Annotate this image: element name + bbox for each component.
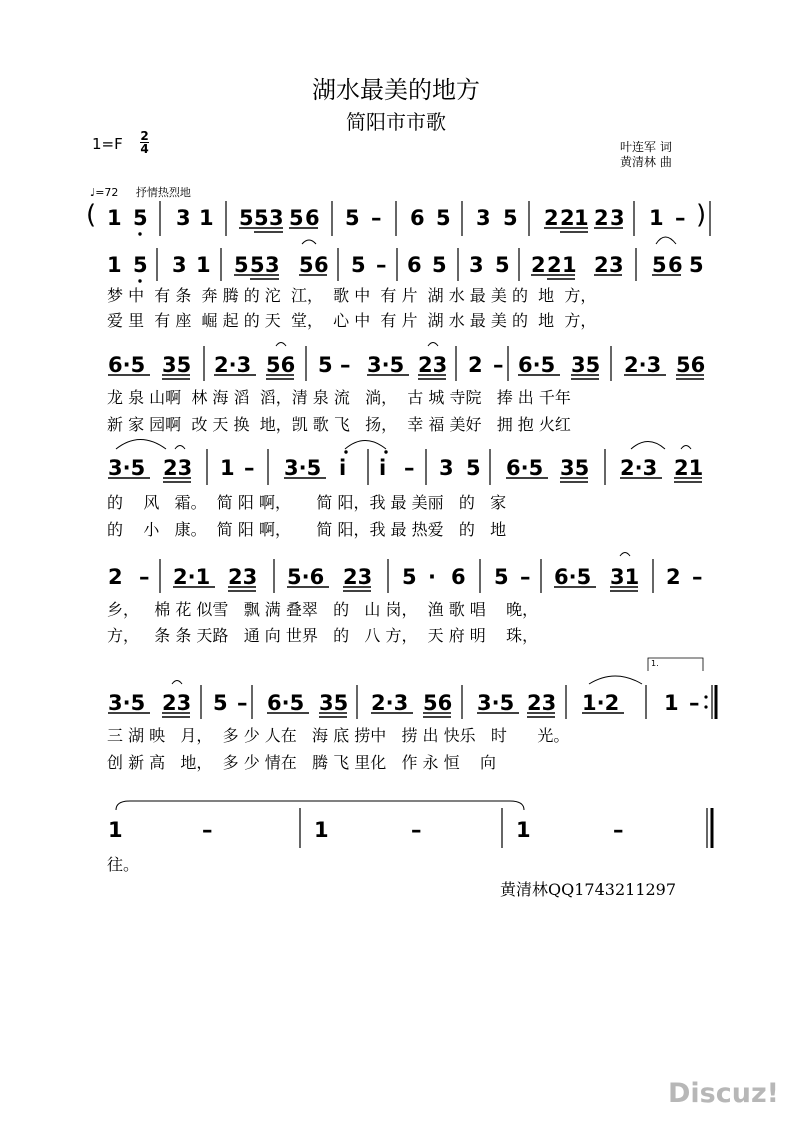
note: 5 (652, 253, 667, 277)
note: i (339, 456, 347, 480)
note: 3 (609, 253, 624, 277)
note: 6·5 (506, 456, 544, 480)
note: 5 (345, 206, 360, 230)
lyricist-credit: 叶连军 词 (620, 140, 672, 154)
paren-close: ) (696, 200, 707, 230)
note: 56 (676, 353, 706, 377)
note: 5 (239, 206, 254, 230)
note: 1 (664, 691, 679, 715)
note: 5 (213, 691, 228, 715)
note: 1 (516, 818, 531, 842)
note: 5 (289, 206, 304, 230)
note: 5 (318, 353, 333, 377)
note: 1 (314, 818, 329, 842)
dash: – (404, 456, 415, 480)
note: 1 (649, 206, 664, 230)
lyrics-ending: 往。 (107, 855, 140, 874)
note: 35 (560, 456, 590, 480)
dash: – (202, 818, 213, 842)
note: 23 (527, 691, 557, 715)
note: 3 (469, 253, 484, 277)
dash: – (340, 353, 351, 377)
lyrics-verse-2: 的 小 康。 简 阳 啊， 简 阳，我 最 热爱 的 地 (107, 520, 507, 539)
note: 23 (162, 691, 192, 715)
staff-row-6 (0, 815, 792, 855)
note: 2·3 (371, 691, 409, 715)
lyrics-verse-2: 方， 条 条 天路 通 向 世界 的 八 方， 天 府 明 珠， (107, 626, 539, 645)
note: 6·5 (267, 691, 305, 715)
lyrics-verse-2: 爱 里 有 座 崛 起 的 天 堂， 心 中 有 片 湖 水 最 美 的 地 方， (107, 311, 597, 330)
note: 2·1 (173, 565, 211, 589)
note: 3 (439, 456, 454, 480)
composer-credit: 黄清林 曲 (620, 155, 672, 169)
note: 2 (544, 206, 559, 230)
note: 35 (571, 353, 601, 377)
forum-watermark: Discuz! (668, 1078, 779, 1109)
note: 35 (319, 691, 349, 715)
note: 6 (314, 253, 329, 277)
arranger-signature: 黄清林QQ1743211297 (500, 880, 677, 899)
note: 2 (547, 253, 562, 277)
note: 23 (228, 565, 258, 589)
note: 2·3 (624, 353, 662, 377)
note: 1 (107, 206, 122, 230)
note: 6 (410, 206, 425, 230)
note: 31 (610, 565, 640, 589)
note: 6·5 (554, 565, 592, 589)
note: 23 (343, 565, 373, 589)
note: 1 (562, 253, 577, 277)
meter-top: 2 (140, 129, 149, 143)
lyrics-verse-2: 创 新 高 地， 多 少 情在 腾 飞 里化 作 永 恒 向 (107, 753, 496, 772)
note: 3 (610, 206, 625, 230)
note: 2 (108, 565, 123, 589)
lyrics-verse-1: 的 风 霜。 简 阳 啊， 简 阳，我 最 美丽 的 家 (107, 493, 507, 512)
note: 5 (299, 253, 314, 277)
note: 1 (220, 456, 235, 480)
time-signature (140, 130, 149, 155)
lyrics-verse-1: 龙 泉 山啊 林 海 滔 滔，清 泉 流 淌， 古 城 寺院 捧 出 千年 (107, 388, 571, 407)
tempo-marking (90, 184, 191, 200)
lyrics-verse-1: 乡， 棉 花 似雪 飘 满 叠翠 的 山 岗， 渔 歌 唱 晚， (107, 600, 539, 619)
staff-row-2 (0, 350, 792, 390)
note: 1 (199, 206, 214, 230)
key-signature: 1=F (92, 135, 123, 153)
note: 3·5 (108, 456, 146, 480)
paren-open: ( (86, 200, 97, 230)
lyrics-verse-2: 新 家 园啊 改 天 换 地，凯 歌 飞 扬， 幸 福 美好 拥 抱 火红 (107, 415, 571, 434)
note: 56 (423, 691, 453, 715)
note: 23 (163, 456, 193, 480)
lyrics-verse-1: 三 湖 映 月， 多 少 人在 海 底 捞中 捞 出 快乐 时 光。 (107, 726, 570, 745)
note: 5 (494, 565, 509, 589)
note: 5 (250, 253, 265, 277)
note: 2 (666, 565, 681, 589)
lyrics-verse-1: 梦 中 有 条 奔 腾 的 沱 江， 歌 中 有 片 湖 水 最 美 的 地 方， (107, 286, 597, 305)
note: 3 (476, 206, 491, 230)
note: 6 (305, 206, 320, 230)
dash: – (689, 691, 700, 715)
note: 2 (531, 253, 546, 277)
note: 3·5 (477, 691, 515, 715)
note: 3·5 (108, 691, 146, 715)
note: 1 (574, 206, 589, 230)
song-subtitle: 简阳市市歌 (346, 110, 446, 134)
note: 5·6 (287, 565, 325, 589)
note: 5 (503, 206, 518, 230)
dash: – (376, 253, 387, 277)
volta-bracket-label: 1. (651, 659, 659, 668)
dash: – (411, 818, 422, 842)
note: 3·5 (284, 456, 322, 480)
note: 1 (107, 253, 122, 277)
dash: – (493, 353, 504, 377)
note: 2 (594, 253, 609, 277)
note: 23 (418, 353, 448, 377)
note: 2 (560, 206, 575, 230)
note: 3 (265, 253, 280, 277)
dash: – (371, 206, 382, 230)
note: 3 (172, 253, 187, 277)
note: 5 (254, 206, 269, 230)
song-title: 湖水最美的地方 (312, 76, 480, 104)
note: 5 (133, 206, 148, 230)
dot: · (428, 565, 436, 589)
note: 5 (689, 253, 704, 277)
dash: – (244, 456, 255, 480)
staff-row-5 (0, 688, 792, 728)
note: 2 (594, 206, 609, 230)
note: 5 (495, 253, 510, 277)
note: 2 (468, 353, 483, 377)
dash: – (520, 565, 531, 589)
note: 5 (432, 253, 447, 277)
note: 3 (269, 206, 284, 230)
note: 5 (466, 456, 481, 480)
note: 6·5 (108, 353, 146, 377)
note: 2·3 (620, 456, 658, 480)
note: 5 (133, 253, 148, 277)
dash: – (237, 691, 248, 715)
meter-bottom: 4 (140, 142, 149, 156)
staff-row-4 (0, 562, 792, 602)
note: 56 (266, 353, 296, 377)
note: 6 (407, 253, 422, 277)
note: 2·3 (214, 353, 252, 377)
final-barlines (707, 201, 716, 848)
note: 5 (436, 206, 451, 230)
staff-row-intro (0, 200, 792, 243)
staff-row-3 (0, 453, 792, 493)
note: 1 (196, 253, 211, 277)
dash: – (692, 565, 703, 589)
note: 35 (162, 353, 192, 377)
note: 6 (668, 253, 683, 277)
note: 5 (234, 253, 249, 277)
dash: – (675, 206, 686, 230)
expression-mark: 抒情热烈地 (135, 186, 191, 199)
note: 3·5 (367, 353, 405, 377)
dash: – (139, 565, 150, 589)
note: 21 (674, 456, 704, 480)
note: 5 (402, 565, 417, 589)
note: 6 (451, 565, 466, 589)
tempo-bpm: ♩=72 (90, 186, 119, 199)
note: 5 (351, 253, 366, 277)
note: 6·5 (518, 353, 556, 377)
note: 1·2 (582, 691, 620, 715)
note: i (379, 456, 387, 480)
note: 3 (176, 206, 191, 230)
dash: – (613, 818, 624, 842)
note: 1 (108, 818, 123, 842)
